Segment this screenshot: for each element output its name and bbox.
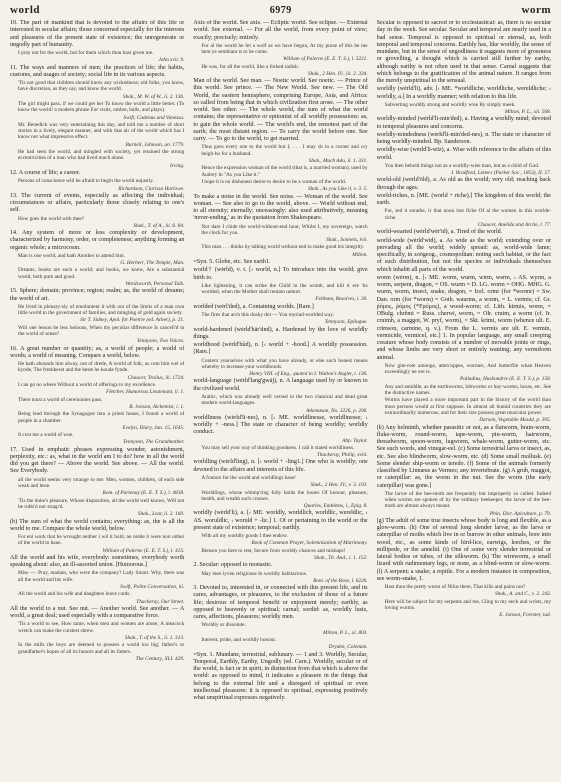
dictionary-entry: Man of the world. See man. — Noetic world. See noetic. — Prince of this world. See prince. — The New World. See new. — The Old World, the eastern hemisphere, comprising Europe, Asia, and Africa: so called from being that in which civilization first arose. — The other world. See other. — The whole world, the sum of what the world contains; the representative or epitomist of all worldly possessions: as, to gain the whole world. — The world's end, the remotest part of the earth; the most distant region. — To carry the world before one. See carry. — To go to the world, to get married. [193, 78, 368, 143]
dictionary-entry: worm (wėrm), n. [‹ ME. worm, wurm, wirm, werm, ‹ AS. wyrm, a worm, serpent, dragon, = OS. wurm = D. LG. worm = OHG. MHG. G. wurm, worm, insect, snake, dragon, = Icel. ormr (for *wormr) = Sw. Dan. orm (for *worm) = Goth. waurms, a worm, = L. vermis; cf. Gr. ῥόμος, ῥόμος (*Fρόμος), a wood-worm; cf. Lith. kirmis, worm, = OBulg. chrěmi = Russ. cherwi, worm, = Olr. cruim, a worm (cf. Ir. cruimh, a maggot, W. pryf, worm), = Skt. krimi, worm (whence ult. E. crimson, carmine, q. v.). From the L. vermis are ult. E. vermin, vermicide, vermicel, etc.] 1. In popular language, any small creeping creature whose body consists of a number of movable joints or rings, and whose limbs are very short or entirely wanting; any vermiform animal. [376, 274, 551, 361]
citation: Shak., 2 Hen. IV., v. 3. 103. [310, 482, 368, 489]
citation: J. Bradford, Letters (Parker Soc., 1853), II. 57. [450, 170, 551, 177]
dictionary-entry: world-old (wėrld'ōld), a. As old as the world; very old; reaching back through the ages. [376, 177, 551, 191]
citation: Fletcher, Humorous Lieutenant, ii. 1. [105, 389, 185, 396]
quotation: There must a world of ceremonies pass. [18, 396, 103, 403]
dictionary-entry: All the world and his wife, everybody: sometimes, everybody worth speaking about: also, an ill-assorted union. [Humorous.] [10, 554, 185, 569]
dictionary-entry: world† (wėrld), v. t. [‹ world, n.] To introduce into the world; give birth to. [193, 267, 368, 281]
dictionary-entry: world-wearied (wėrld'wēr'id), a. Tired of the world. [376, 229, 503, 236]
citation: William of Palerne (E. E. T. S.), l. 3221. [283, 56, 368, 63]
dictionary-entry: =Syn. 5. Globe, etc. See earth1. [193, 259, 271, 266]
header-guide-word-left: world [10, 4, 40, 16]
dictionary-entry: 2. Secular: opposed to monastic. [193, 562, 273, 569]
citation: Swift, Polite Conversation, iii. [120, 583, 185, 590]
quotation: Nor dare I chide the world-without-end hour, Whilst I, my sovereign, watch the clock for you. [201, 223, 368, 236]
quotation: Dreams, books are each a world; and books, we know, Are a substantial world, both pure and good. [18, 267, 185, 280]
citation: Tennyson, Two Voices. [136, 338, 185, 345]
quotation: Worldlings, whose whimp'ring folly holds the losses Of honour, pleasure, health, and wealth such crosses. [201, 489, 368, 502]
dictionary-entry: 15. Sphere; domain; province; region; realm; as, the world of dreams; the world of art. [10, 288, 185, 302]
citation: E. Jonson, Forester, iad. [499, 612, 551, 619]
quotation: A fouture for the world and worldlings base! [201, 474, 296, 481]
quotation: Benson you here to rest, Secure from worldly chances and mishaps! [201, 547, 346, 554]
quotation: Miss —. Pray, madam, who were the company? Lady Smart. Why, there was all the world and his wife. [18, 570, 185, 583]
citation: Shak., Much Ado, ii. 1. 331. [308, 158, 368, 165]
citation: Shak., Sonnets, lvii. [326, 237, 368, 244]
quotation: Hast thou the pretty worm of Nilus there, That kills and pains not? [384, 584, 526, 591]
quotation: I pray not for the world, but for them which thou hast given me. [18, 50, 154, 56]
citation: Feltham, Resolves, i. 30. [315, 296, 368, 303]
quotation: Any and amiddle, as the earthworms, lobworms or hay-worms, horas, etc. See the distinctive names. [384, 383, 551, 397]
quotation: Being lead through the Synagogue into a priest house, I found a world of people in a chamber. [18, 411, 185, 424]
quotation: Content yourselves with what you have already, or else such honest means whereby to increase your worldhoods. [201, 357, 368, 370]
quotation: For al the world he fel a wolf as we have begun, At my purse of this be me hem ye semblant is to be come. [201, 42, 368, 56]
dictionary-entry: (b) The sum of what the world contains; everything: as, the is all the world to me. Compare the whole world, below. [10, 518, 185, 532]
citation: Chaucer, Troilus, iii. 1724. [127, 374, 185, 381]
dictionary-entry: Axis of the world. See axis. — Ecliptic world. See eclipse. — External world. See external. — For all the world, from every point of view; exactly; precisely; entirely. [193, 20, 368, 41]
citation: Rom. of Partenay (E. E. T. S.), l. 4838. [102, 490, 185, 497]
citation: Thackeray, Our Street. [136, 598, 185, 605]
citation: Milton, P. L., xii. 568. [504, 109, 551, 116]
citation: Milton. [352, 251, 368, 258]
citation: B. Jonson, Alchemist, i. 1. [129, 403, 185, 410]
quotation: He had seen the world, and mingled with society, yet retained the strong eccentricities of a man who had lived much alone. [18, 149, 185, 162]
quotation: Will one lesson be less heinous, When thy peculiar difference Is cancell'd in the world of sense? [18, 324, 185, 338]
citation: Richardson, Clarissa Harlowe. [118, 185, 185, 192]
citation: Irving. [170, 162, 185, 169]
text-columns [10, 20, 551, 782]
quotation: Hence the expression woman of the world (that is, a married woman), used by Audrey in "As you Like it." [201, 165, 368, 178]
quotation: He hath abounds him alway, out of drede, A world of folk, as com him wel of kynde, The freshhesst and the beste he koude fynde. [18, 361, 185, 374]
quotation: With all my worldly goods I thee endow. [201, 533, 288, 540]
quotation: all the world seems very strange to me: Men, women, children, of each side weak and leste. [18, 476, 185, 490]
quotation: He was, for all the world, like a forked radish. [201, 63, 299, 70]
citation: Shak., M. W. of W., ii. 2. 136. [122, 93, 185, 100]
dictionary-entry: worldling (wėrld'ling), n. [‹ world + -ling1.] One who is worldly; one devoted to the affairs and interests of this life. [193, 459, 368, 473]
dictionary-entry: 14. Any system of more or less complexity or development, characterized by harmony, order, or completeness; anything forming an organic whole; a microcosm. [10, 230, 185, 251]
dictionary-entry: worldhood (wėrld'hůd), n. [‹ world + -hood.] A worldly possession. [Rare.] [193, 342, 368, 356]
citation: Shak., Tit. And., i. 1. 152. [314, 555, 368, 562]
quotation: Now gite-rote amonge, attercoppes, wormes, And butterflie whan Heaven exceedingly ne ore is. [384, 362, 551, 376]
citation: Athenæum, No. 3226, p. 206. [306, 407, 368, 414]
citation: Darwin, Vegetable Mould, p. 305. [479, 417, 551, 424]
citation: G. Herbert, The Temple, Man. [120, 260, 185, 267]
dictionary-entry: =Syn. 1. Mundane, terrestrial, sublunary. — 1 and 3. Worldly, Secular, Temporal, Earthly, Earthy, Ungodly (ed. Carn.). Worldly, secular or of the world, is fact or in spirit, in distinction from that which is above the world: as opposed to mind, it indicates a pleasure in the things that belong to the external life and a disregard of spiritual or even intellectual pleasures: it is opposed to spiritual, expressing positively what unspiritual expresses negatively. [193, 651, 368, 702]
dictionary-entry: To make a noise in the world. See noise. — Woman of the world. See woman. — See also to go to the world, above. — World without end, to all eternity; eternally; unceasingly: also used attributively, meaning 'never-ending,' as in the quotation from Shakespeare. [193, 193, 368, 222]
citation: Shak., A. and C., v. 2. 243. [494, 591, 551, 598]
citation: Palladius, Husbondrie (E. E. T. S.), p. 158. [460, 376, 551, 383]
dictionary-entry: worldly (wėrld'li), a. [‹ ME. worldly, worldlich, worldlic, wereldlic, ‹ AS. woruldlic, ‹ woruld + -lic.] 1. Of or pertaining to the world or the present state of existence; temporal; earthly. [193, 510, 368, 531]
citation: Chaucer, Anelida and Arcite, l. 77. [477, 222, 551, 229]
dictionary-entry: world-wide (wėrld'wīd), a. As wide as the world; extending over or pervading all the world; widely spread: as, world-wide fame; specifically, in zoögeog., cosmopolitan: noting such habitat, or the fact of such distribution, but not the species or individuals themselves which inhabit all parts of the world. [376, 237, 551, 273]
dictionary-entry: 3. Devoted to, interested in, or connected with this present life, and its cares, advantages, or pleasures, to the exclusion of those of a future life; desirous of temporal benefit or enjoyment merely; earthly, as opposed to heavenly or spiritual; carnal; sordid: as, worldly lusts, cares, affections, pleasures; worldly men. [193, 585, 368, 621]
dictionary-entry: Secular is opposed to sacred or to ecclesiastical: as, there is no secular day in the week. See secular. Secular and temporal are nearly used in a bad sense. Temporal is opposed to spiritual or eternal, as, both temporal and temporal concerns. Earthly has, like worldly, the sense of mundane, but in the sense of ungodliness it suggests more of grossness or grovelling, a thought which is carried still further by earthy, although earthy is not often used in that sense. Carnal suggests that which belongs to the gratification of the animal nature. It ranges from the merely unspiritual to the sensual. [376, 20, 551, 84]
citation: Shak., T. of A., iii. 6. 84. [133, 222, 185, 229]
citation: Rom. of the Rose, l. 6226. [313, 577, 368, 584]
dictionary-entry: 13. The current of events, especially as affecting the individual; circumstances or affairs, particularly those closely relating to one's self. [10, 192, 185, 214]
dictionary-entry: worldly-wise (wėrld'li-wīz), a. Wise with reference to the affairs of this world. [376, 147, 551, 161]
citation: Wordsworth, Personal Talk. [125, 281, 185, 288]
column-2 [193, 20, 367, 782]
citation: Thackeray, Philip, xviii. [316, 452, 368, 459]
citation: Tennyson, The Grandmother. [123, 439, 185, 446]
quotation: Thus goes every one to the world but I, . . . I may sit in a corner and cry heigh-ho for a husband. [201, 144, 368, 157]
column-1 [10, 20, 184, 782]
citation: John xvii. 9. [158, 57, 185, 64]
citation: Henry VIII. of Eng., quoted in I. Walton's Angler, i. 136. [249, 371, 368, 378]
dictionary-entry: (g) The adult of some true insects whose body is long and flexible, as a glow-worm. (h) One of several long slender larvæ, as the larva or caterpillar of moths which live in or burrow in other animals, bore into wood, etc., as some kinds of bird-lice, earwigs, leeches, or the millipede, or the annelid. (i) One of some very slender terrestrial or lateral bodies or tubes, of the silkworm. (k) The wireworm, a small lizard with rudimentary legs, or none, as a blind-worm or slow-worm. (l) A serpent; a snake; a reptile. For a modern instance in composition, see worm-snake, 1. [376, 517, 551, 582]
quotation: Man is one world, and hath Another to attend him. [18, 252, 125, 259]
dictionary-entry: worldly-mindedness (wėrld'li-min'ded-nes), n. The state or character of being worldly-minded. Bp. Sanderson. [376, 131, 551, 146]
header-guide-word-right: worm [521, 4, 551, 16]
citation: Tennyson, Epilogue. [324, 319, 368, 326]
dictionary-entry: worldly (wėrld'li), adv. [‹ ME. *worldliche, worldliche, wereldliche; ‹ worldly, a.] In a worldly manner; with relation to this life. [376, 86, 551, 100]
dictionary-entry: 17. Used in emphatic phrases expressing wonder, astonishment, perplexity, etc.: as, what in the world am I to do? how in all the world did you get there? — Above the world. See above. — All the world. See Everybody. [10, 446, 185, 475]
citation: Book of Common Prayer, Solemnization of Matrimony. [251, 540, 368, 547]
citation: The Century, XLI. 420. [135, 655, 185, 662]
quotation: Interest, pride, and worldly honour. [201, 637, 277, 644]
quotation: For eni work that he wrought neither i wil it hold, ne nolde it were non oither of the world to haue. [18, 534, 185, 547]
dictionary-entry: 10. The part of mankind that is devoted to the affairs of this life or interested in secular affairs; those concerned especially for the interests and pleasures of the present state of existence; the unregenerate or ungodly part of humanity. [10, 20, 185, 48]
quotation: All the world and his wife and daughters leave cards. [18, 591, 131, 598]
quotation: For, sed it sorathe, ir that noon lost fiche Of al the women in this worlde-riche. [384, 208, 551, 221]
quotation: Mr. Benedick was very entertaining this day, and told me a number of short stories in a lively, elegant manner, and with that air of the world which has I know not what impressive effect. [18, 121, 185, 141]
citation: Burnell, Johnson, an. 1779. [125, 141, 185, 148]
quotation: This man . . . thinks by talking world without end to make good his integrity. [201, 244, 365, 251]
citation: Shak., Lear, ii. 2. 160. [137, 511, 185, 518]
citation: Shak., 2 Hen. IV., iii. 2. 334. [308, 70, 368, 77]
dictionary-entry: world-language (wėrld'lang'gwāj), n. A language used by or known to the civilized world. [193, 378, 368, 392]
quotation: 'Tis the duke's pleasure, Whose disposition, all the world well knows, Will not be rubb'd nor stopp'd. [18, 497, 185, 510]
quotation: Here will be subject for my serpents and me, Cling to my neck and wrists, my loving worms. [384, 598, 551, 612]
quotation: Subverting worldly strong and worldly wise By simply meek. [384, 101, 516, 108]
quotation: The girl might pass, if we could get her To know the world a little better. (To know the world! a modern phrase For visits, ombre, balls, and plays). [18, 100, 185, 114]
quotation: Arabic, which was already well versed in the two classical and dead great modern world-languages. [201, 393, 368, 407]
quotation: 'Tis a world to see, How tame, when men and women are alone, A meacock wretch can make the curstest shrew. [18, 621, 185, 634]
dictionary-entry: (b) Any helminth, whether parasitic or not, as a flatworm, brain-worm, fluke-worm, round-worm, tape-worm, pin-worm, hairworm, threadworm, spoon-worm, lugworm, whale-worm, gutter-worm, etc. See such words, and vinegar-eel. (c) Some terrestrial larva or insect, as, etc. See also blindworm, slow-worm, etc. (d) Some small mollusk. (e) Some slender ship-worm or teredo. (f) Some of the animals formerly classified by Linnæus as Vermes; any invertebrate. (g) A grub, maggot, or caterpillar: as, the worm in the nut. See the worm (the early caterpillar) was gone.] [376, 424, 551, 489]
quotation: I can go no where Without a world of offerings to my excellence. [18, 382, 157, 389]
dictionary-entry: 16. A great number or quantity; as, a world of people; a world of words; a world of meaning. Compare a world, below. [10, 345, 185, 359]
quotation: It cost me a world of woe. [18, 432, 74, 439]
citation: Quarles, Emblems, i., Epig. 8. [303, 503, 368, 510]
citation: Milton, P. L., xi. 803. [323, 629, 368, 636]
page-number: 6979 [269, 5, 292, 16]
quotation: You may sell your way of thinking goodness. I call it stated worldliness. [201, 444, 355, 451]
dictionary-entry: world-hardened (wėrld'här'dnd), a. Hardened by the love of worldly things. [193, 326, 368, 340]
quotation: How goes the world with thee? [18, 215, 85, 222]
quotation: Worldly or dissolute. [201, 622, 246, 629]
citation: Shak., T. of the S., ii. 1. 313. [124, 634, 185, 641]
dictionary-entry: 12. A course of life; a career. [10, 169, 81, 176]
dictionary-entry: worlded (wėrl'ded), a. Containing worlds. [Rare.] [193, 303, 314, 310]
quotation: Like lightening, it can strike the Child in the womb, and kill it ere 'tis worlded, when the Mother shall remain unhurt. [201, 282, 368, 296]
quotation: The fires that arch this dusky dot — Yon myriad-worlded way. [201, 311, 334, 318]
column-3 [377, 20, 551, 782]
citation: Evelyn, Diary, Jan. 15, 1645. [122, 424, 185, 431]
page-header [10, 4, 551, 18]
dictionary-entry: worldly-minded (wėrld'li-min'ded), a. Having a worldly mind; devoted to temporal pleasures and concerns. [376, 116, 551, 130]
quotation: 'Tis not good that children should know any wickedness; old folks, you know, have discretion, as they say, and know the world. [18, 80, 185, 93]
quotation: May men lyven religiouse In worldly habitacions. [201, 570, 308, 577]
citation: William of Palerne (E. E. T. S.), l. 415. [102, 547, 185, 554]
quotation: Worms have played a more important part in the history of the world than most persons would at first suppose. In almost all humid countries they are extraordinarily numerous, and for their size possess great muscular power. [384, 397, 551, 416]
dictionary-entry: worldliness (wėrld'li-nes), n. [‹ ME. worldlinesse, worldlinesse; ‹ worldly + -ness.] The state or character of being worldly; worldly conduct. [193, 414, 368, 436]
citation: Abp. Taylor. [342, 437, 368, 444]
dictionary-entry: 11. The ways and manners of men; the practices of life; the habits, customs, and usages of society; social life in its various aspects. [10, 64, 185, 78]
dictionary-entry: All the world to a nut. See nut. — Another world. See another. — A world, a great deal; used especially with a comparative force. [10, 605, 185, 620]
quotation: Persons of conscience will be afraid to begin the world unjustly. [18, 178, 154, 185]
citation: Dryden, Coleman. [328, 644, 368, 651]
dictionary-entry: world-riches, n. [ME. (world + riche).] The kingdom of this world; the earth. [376, 192, 551, 207]
quotation: The larvæ of the bee-moth are frequently but improperly so called. Indeed when worms are spoken of by the ordinary beekeeper, the larvæ of the bee-moth are almost always meant. [384, 490, 551, 510]
citation: Shak., As you Like it, v. 3. 5. [307, 186, 368, 193]
quotation: He lived in plenary-sly of emolument it with out of the limits of a man own little world in the government of families, and mingling of gold again society. [18, 303, 185, 317]
quotation: In the mills the boys are deemed to possess a world too big; father's or grandfather's hopes of all its honors and all its fatters. [18, 642, 185, 655]
citation: Sir T. Sidney, Apol. for Poetrie (ed. Arber), p. 21. [80, 317, 185, 324]
citation: Phin, Dict. Apiculture, p. 79. [489, 510, 551, 517]
quotation: I hope it is no dishonest desire to desire to be a woman of the world. [201, 178, 347, 185]
quotation: You then behold things not as a worldly-wise man, but as a child of God. [384, 162, 540, 169]
citation: Swift, Cadenus and Vanessa. [123, 114, 185, 121]
